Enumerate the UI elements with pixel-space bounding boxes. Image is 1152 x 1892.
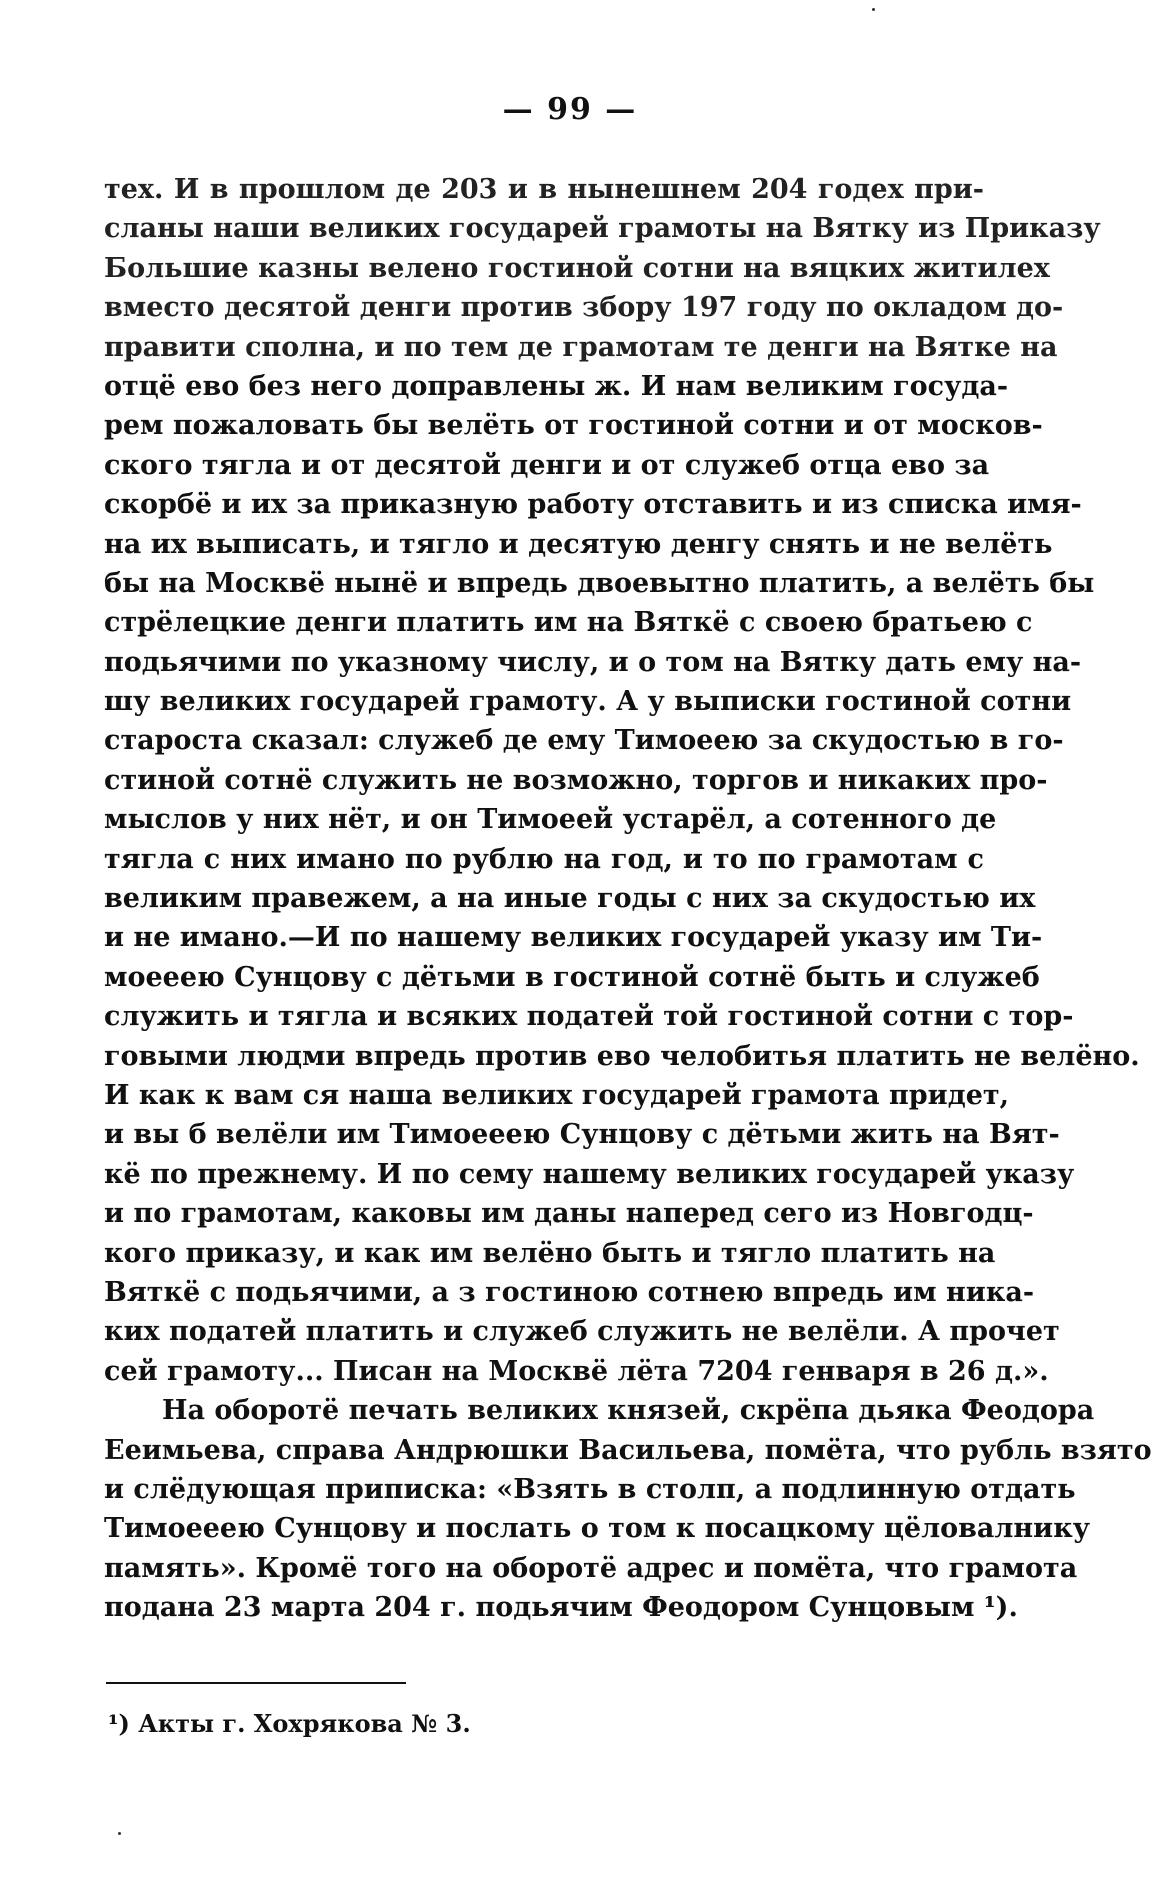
footnote: ¹) Акты г. Хохрякова № 3.	[108, 1709, 471, 1738]
text-line: тягла с них имано по рублю на год, и то по грамотам с	[104, 843, 984, 875]
text-line: и по грамотам, каковы им даны наперед сего из Новгодц-	[104, 1198, 1034, 1230]
text-line: И как к вам ся наша великих государей грамота придет,	[104, 1079, 1010, 1111]
text-line: подьячими по указному числу, и о том на Вятку дать ему на-	[104, 646, 1082, 678]
text-line: тех. И в прошлом де 203 и в нынешнем 204 годех при-	[104, 174, 984, 205]
text-line: отцё ево без него доправлены ж. И нам великим госуда-	[104, 370, 1009, 402]
body-text	[104, 170, 1152, 1627]
text-line: и слёдующая приписка: «Взять в столп, а подлинную отдать	[104, 1473, 1076, 1505]
text-line: Тимоееею Сунцову и послать о том к посацкому цёловалнику	[104, 1513, 1090, 1545]
text-line: стрёлецкие денги платить им на Вяткё с своею братьею с	[104, 607, 1033, 639]
text-line: и не имано.—И по нашему великих государей указу им Ти-	[104, 922, 1043, 954]
text-line: моееею Сунцову с дётьми в гостиной сотнё быть и служеб	[104, 961, 1040, 993]
text-line: правити сполна, и по тем де грамотам те денги на Вятке на	[104, 331, 1058, 363]
text-line: вместо десятой денги против збору 197 году по окладом до-	[104, 292, 1064, 324]
text-line: Ееимьева, справа Андрюшки Васильева, помёта, что рубль взято	[104, 1434, 1152, 1466]
text-line: Вяткё с подьячими, а з гостиною сотнею впредь им никa-	[104, 1276, 1035, 1308]
scan-speck	[118, 1832, 121, 1835]
text-line: Большие казны велено гостиной сотни на вяцких житилех	[104, 252, 1050, 284]
text-line: скорбё и их за приказную работу отставить и из списка имя-	[104, 489, 1082, 521]
paragraph-first-line: На оборотё печать великих князей, скрёпа дьяка Феодора	[162, 1395, 1095, 1427]
page-number: — 99 —	[502, 92, 638, 127]
text-line: подана 23 марта 204 г. подьячим Феодором Сунцовым ¹).	[104, 1592, 1018, 1624]
scan-speck	[872, 8, 875, 11]
text-line: ких податей платить и служеб служить не велёли. А прочет	[104, 1316, 1060, 1348]
text-line: мыслов у них нёт, и он Тимоеей устарёл, а сотенного де	[104, 804, 997, 836]
text-line: шу великих государей грамоту. А у выписки гостиной сотни	[104, 686, 1072, 718]
footnote-divider	[106, 1682, 406, 1684]
text-line: бы на Москвё нынё и впредь двоевытно платить, а велёть бы	[104, 567, 1095, 599]
text-line: великим правежем, а на иные годы с них за скудостью их	[104, 883, 1036, 915]
text-line: стиной сотнё служить не возможно, торгов и никаких про-	[104, 764, 1048, 796]
text-line: сланы наши великих государей грамоты на Вятку из Приказу	[104, 213, 1101, 245]
text-line: говыми людми впредь против ево челобитья платить не велёно.	[104, 1040, 1140, 1072]
text-line: ского тягла и от десятой денги и от служеб отца ево за	[104, 449, 990, 481]
text-line: староста сказал: служеб де ему Тимоеею за скудостью в го-	[104, 725, 1064, 757]
text-line: и вы б велёли им Тимоееею Сунцову с дётьми жить на Вят-	[104, 1119, 1060, 1151]
text-line: на их выписать, и тягло и десятую денгу снять и не велёть	[104, 528, 1053, 560]
text-line: кё по прежнему. И по сему нашему великих государей указу	[104, 1158, 1075, 1190]
text-line: кого приказу, и как им велёно быть и тягло платить на	[104, 1237, 996, 1269]
text-line: служить и тягла и всяких податей той гостиной сотни с тор-	[104, 1001, 1074, 1033]
text-line: память». Кромё того на оборотё адрес и помёта, что грамота	[104, 1552, 1078, 1584]
text-line: рем пожаловать бы велёть от гостиной сотни и от москов-	[104, 410, 1043, 442]
text-line: сей грамоту... Писан на Москвё лёта 7204 генваря в 26 д.».	[104, 1355, 1049, 1387]
